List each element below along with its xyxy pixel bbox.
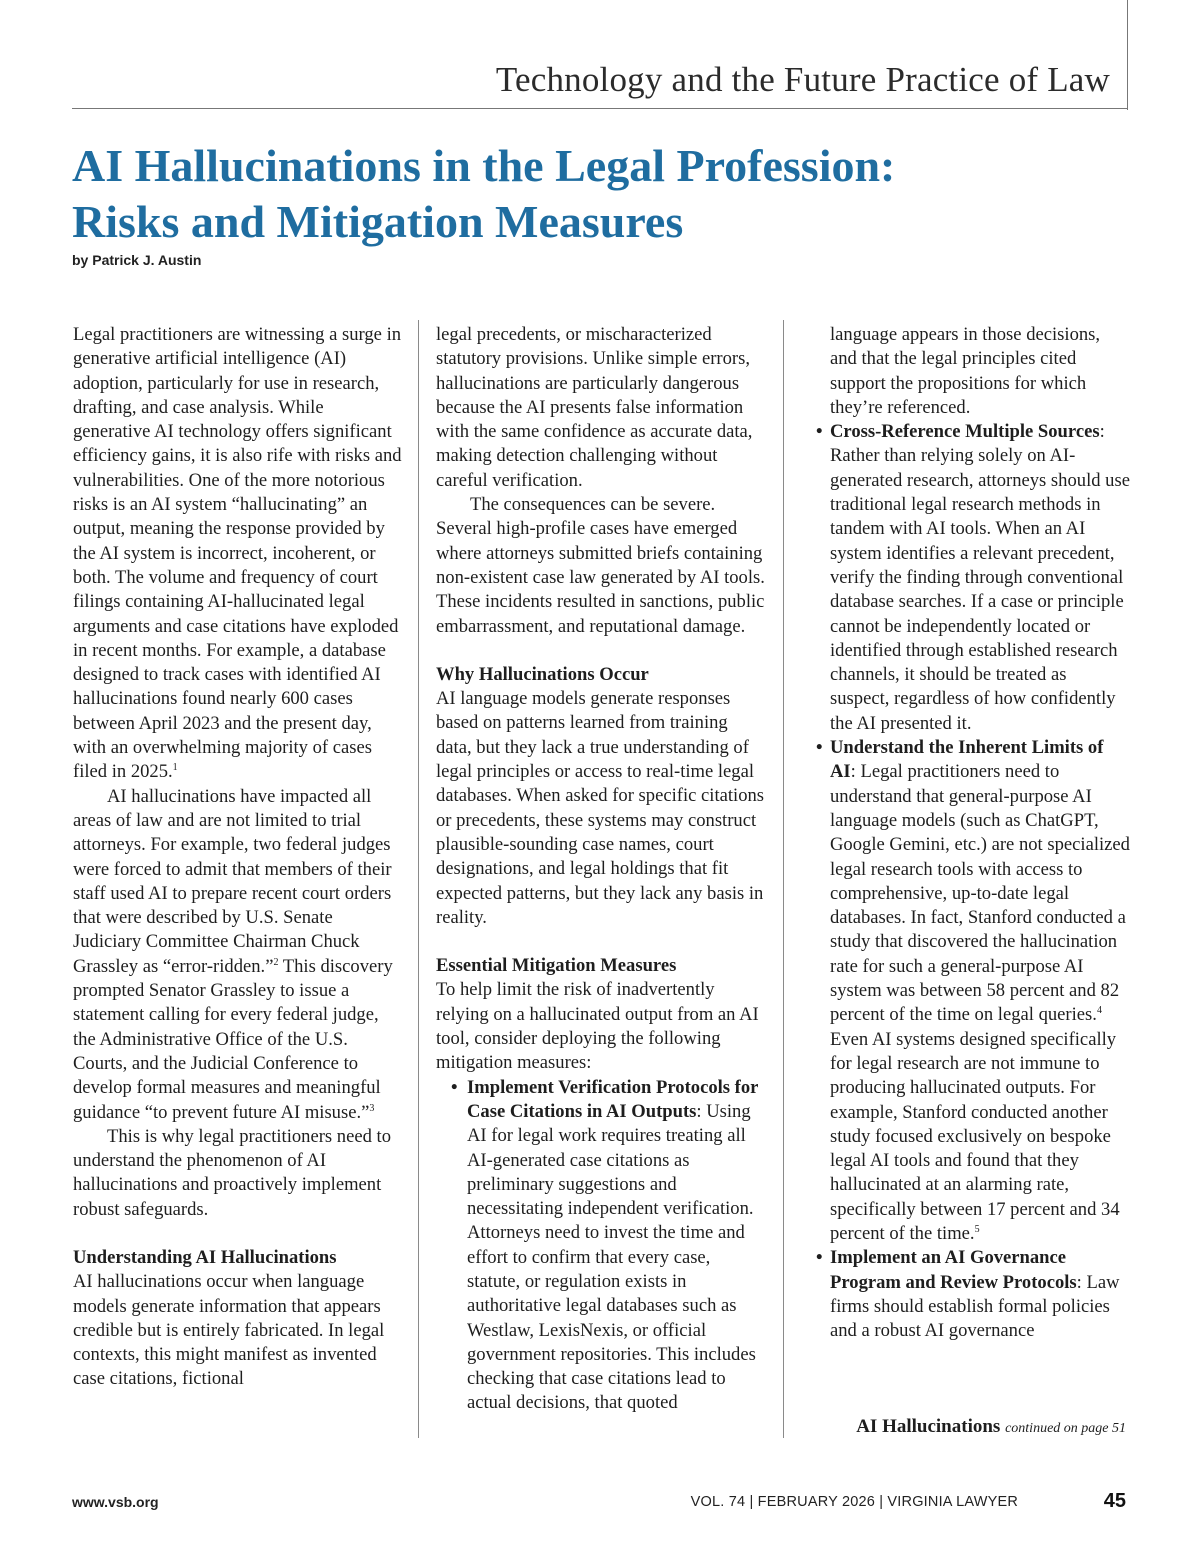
column-divider <box>783 320 784 1438</box>
paragraph <box>73 323 403 785</box>
list-item <box>830 420 1130 736</box>
footnote-ref: 4 <box>1096 1005 1102 1017</box>
paragraph: To help limit the risk of inadvertently relying on a hallucinated output from an AI tool, consider deploying the following mitigation measures: <box>436 979 759 1074</box>
header-vertical-rule <box>1127 0 1128 110</box>
article-title <box>72 138 1072 250</box>
mitigation-list <box>467 1076 766 1416</box>
subheading: Understanding AI Hallucinations <box>73 1246 337 1268</box>
title-line-1: AI Hallucinations in the Legal Profession: <box>72 140 896 191</box>
list-item-title: Cross-Reference Multiple Sources <box>830 421 1100 443</box>
subheading: Essential Mitigation Measures <box>436 955 677 977</box>
footer-website: www.vsb.org <box>72 1494 159 1510</box>
paragraph-text: This discovery prompted Senator Grassley to issue a statement calling for every federal judge, the Administrative Office of the U.S. Courts, and the Judicial Conference to develop formal measures and meaningful guidance “to prevent future AI misuse.” <box>73 955 393 1123</box>
paragraph: AI language models generate responses based on patterns learned from training data, but they lack a true understanding of legal principles or access to real-time legal databases. When asked for specific citations or precedents, these systems may construct plausible-sounding case names, court designations, and legal holdings that fit expected patterns, but they lack any basis in reality. <box>436 688 765 928</box>
paragraph: AI hallucinations occur when language models generate information that appears credible but is entirely fabricated. In legal contexts, this might manifest as invented case citations, fictional <box>73 1271 385 1390</box>
article-column-1 <box>73 323 403 1392</box>
paragraph: This is why legal practitioners need to understand the phenomenon of AI hallucinations and proactively implement robust safeguards. <box>73 1125 391 1220</box>
list-item-text: : Using AI for legal work requires treating all AI-generated case citations as preliminary suggestions and necessitating independent verification. Attorneys need to invest the time and effort to confirm that every case, statute, or regulation exists in authoritative legal databases such as Westlaw, LexisNexis, or official government repositories. This includes checking that case citations lead to actual decisions, that quoted <box>467 1100 756 1414</box>
list-item <box>830 736 1130 1246</box>
header-horizontal-rule <box>72 108 1128 109</box>
byline: by Patrick J. Austin <box>72 252 202 268</box>
list-item-title: Understand the Inherent Limits of AI <box>830 737 1104 783</box>
list-item-title: Implement Verification Protocols for Case Citations in AI Outputs <box>467 1076 759 1122</box>
paragraph: legal precedents, or mischaracterized statutory provisions. Unlike simple errors, hallucinations are particularly dangerous because the AI presents false information with the same confidence as accurate data, making detection challenging without careful verification. <box>436 324 753 491</box>
title-line-2: Risks and Mitigation Measures <box>72 196 684 247</box>
list-item <box>467 1076 766 1416</box>
paragraph <box>73 785 403 1125</box>
footer-issue-info: VOL. 74 | FEBRUARY 2026 | VIRGINIA LAWYER <box>690 1494 1018 1510</box>
subheading: Why Hallucinations Occur <box>436 663 649 685</box>
list-item-text: : Law firms should establish formal policies and a robust AI governance <box>830 1271 1120 1342</box>
paragraph: language appears in those decisions, and that the legal principles cited support the propositions for which they’re referenced. <box>830 324 1101 418</box>
footnote-ref: 2 <box>273 956 279 968</box>
paragraph-text: Legal practitioners are witnessing a surge in generative artificial intelligence (AI) adoption, particularly for use in research, drafting, and case analysis. While generative AI technology offers significant efficiency gains, it is also rife with risks and vulnerabilities. One of the more notorious risks is an AI system “hallucinating” an output, meaning the response provided by the AI system is incorrect, incoherent, or both. The volume and frequency of court filings containing AI-hallucinated legal arguments and case citations have exploded in recent months. For example, a database designed to track cases with identified AI hallucinations found nearly 600 cases between April 2023 and the present day, with an overwhelming majority of cases filed in 2025. <box>73 324 402 783</box>
list-item-text: Even AI systems designed specifically for legal research are not immune to producing hallucinated outputs. For example, Stanford conducted another study focused exclusively on bespoke legal AI tools and found that they hallucinated at an alarming rate, specifically between 17 percent and 34 percent of the time. <box>830 1028 1120 1244</box>
paragraph-text: AI hallucinations have impacted all areas of law and are not limited to trial attorneys. For example, two federal judges were forced to admit that members of their staff used AI to prepare recent court orders that were described by U.S. Senate Judiciary Committee Chairman Chuck Grassley as “error-ridden.” <box>73 785 392 977</box>
footnote-ref: 1 <box>172 762 178 774</box>
continued-note <box>856 1416 1126 1438</box>
list-item-text: : Legal practitioners need to understand that general-purpose AI language models (such as ChatGPT, Google Gemini, etc.) are not specialized legal research tools with access to comprehensive, up-to-date legal databases. In fact, Stanford conducted a study that discovered the hallucination rate for such a general-purpose AI system was between 58 percent and 82 percent of the time on legal queries. <box>830 761 1130 1026</box>
article-column-3 <box>830 323 1130 1343</box>
footnote-ref: 5 <box>974 1223 980 1235</box>
list-item <box>830 1246 1130 1343</box>
list-item-text: : Rather than relying solely on AI-generated research, attorneys should use traditional legal research methods in tandem with AI tools. When an AI system identifies a relevant precedent, verify the finding through conventional database searches. If a case or principle cannot be independently located or identified through established research channels, it should be treated as suspect, regardless of how confidently the AI presented it. <box>830 421 1130 734</box>
section-header: Technology and the Future Practice of Law <box>495 60 1110 99</box>
page-number: 45 <box>1103 1490 1126 1512</box>
continued-label: AI Hallucinations <box>856 1416 1001 1437</box>
article-column-2 <box>436 323 766 1416</box>
continued-page-link: continued on page 51 <box>1005 1421 1126 1436</box>
mitigation-list <box>830 420 1130 1343</box>
footnote-ref: 3 <box>369 1102 375 1114</box>
list-item-title: Implement an AI Governance Program and Review Protocols <box>830 1247 1077 1293</box>
column-divider <box>418 320 419 1438</box>
paragraph: The consequences can be severe. Several high-profile cases have emerged where attorneys submitted briefs containing non-existent case law generated by AI tools. These incidents resulted in sanctions, public embarrassment, and reputational damage. <box>436 494 765 637</box>
